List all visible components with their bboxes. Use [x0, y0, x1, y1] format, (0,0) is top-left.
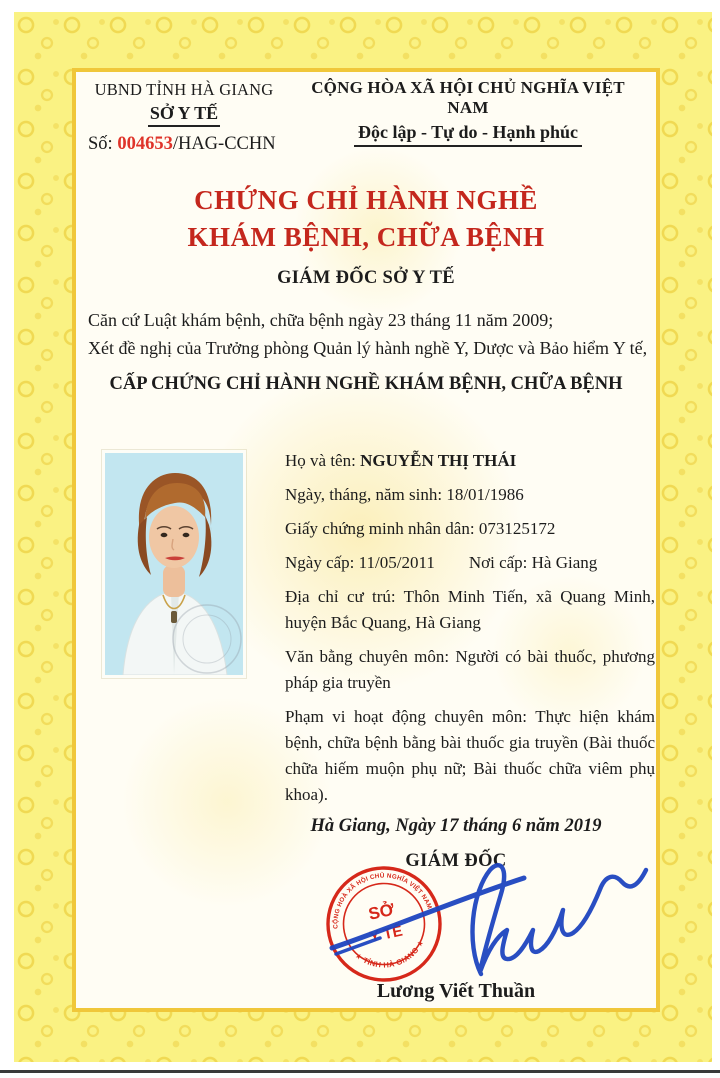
preamble-line1: Căn cứ Luật khám bệnh, chữa bệnh ngày 23 tháng 11 năm 2009; [88, 310, 554, 330]
id-issue-place: Nơi cấp: Hà Giang [468, 553, 598, 572]
full-name-value: NGUYỄN THỊ THÁI [360, 451, 517, 470]
certificate-sheet [72, 68, 660, 1012]
serial-value: 004653 [117, 134, 173, 154]
signer-name: Lương Viết Thuần [376, 980, 536, 1002]
preamble-line2: Xét đề nghị của Trưởng phòng Quản lý hành nghề Y, Dược và Bảo hiểm Y tế, [88, 338, 648, 358]
serial-label: Số: [88, 134, 113, 154]
seal-bottom-text: ★ TỈNH HÀ GIANG ★ [353, 938, 426, 970]
signer-position: GIÁM ĐỐC [405, 851, 507, 871]
portrait-photo [102, 450, 246, 678]
authority-parent: UBND TỈNH HÀ GIANG [94, 80, 274, 99]
field-scope: Phạm vi hoạt động chuyên môn: Thực hiện khám bệnh, chữa bệnh bằng bài thuốc gia truyền (Bài thuốc chữa hiếm muộn phụ nữ; Bài thuốc chữa viêm phụ khoa). [285, 707, 655, 804]
place-date-line: Hà Giang, Ngày 17 tháng 6 năm 2019 [310, 816, 602, 836]
certificate-title [76, 182, 656, 256]
portrait-photo-image [105, 453, 243, 675]
issuer-title: GIÁM ĐỐC SỞ Y TẾ [277, 268, 455, 288]
field-full-name [285, 448, 655, 474]
certificate-title-line2: KHÁM BỆNH, CHỮA BỆNH [187, 222, 545, 252]
official-seal-graphic [313, 853, 455, 995]
holder-details [285, 448, 655, 816]
field-id-number: Giấy chứng minh nhân dân: 073125172 [285, 519, 556, 538]
certificate-title-line1: CHỨNG CHỈ HÀNH NGHỀ [194, 185, 538, 215]
field-date-of-birth: Ngày, tháng, năm sinh: 18/01/1986 [285, 485, 524, 504]
grant-statement: CẤP CHỨNG CHỈ HÀNH NGHỀ KHÁM BỆNH, CHỮA BỆNH [109, 374, 623, 394]
full-name-label: Họ và tên: [285, 451, 361, 470]
field-id-issue [285, 550, 655, 576]
national-motto: Độc lập - Tự do - Hạnh phúc [354, 122, 582, 147]
field-address: Địa chỉ cư trú: Thôn Minh Tiến, xã Quang Minh, huyện Bắc Quang, Hà Giang [285, 587, 655, 632]
official-seal [313, 853, 455, 995]
scan-edge-artifact [0, 1070, 720, 1073]
country-name: CỘNG HÒA XÃ HỘI CHỦ NGHĨA VIỆT NAM [311, 78, 625, 117]
seal-center-line2: Y TẾ [368, 922, 405, 947]
field-qualification: Văn bằng chuyên môn: Người có bài thuốc, phương pháp gia truyền [285, 647, 655, 692]
issuing-authority-block [86, 80, 282, 124]
serial-suffix: /HAG-CCHN [172, 134, 276, 154]
seal-center-line1: SỞ [366, 899, 397, 924]
seal-top-text: CỘNG HOÀ XÃ HỘI CHỦ NGHĨA VIỆT NAM [332, 872, 433, 930]
authority-name: SỞ Y TẾ [148, 103, 220, 127]
national-motto-block [290, 78, 646, 143]
id-issue-date: Ngày cấp: 11/05/2011 [285, 553, 435, 572]
serial-number-line [88, 134, 276, 155]
